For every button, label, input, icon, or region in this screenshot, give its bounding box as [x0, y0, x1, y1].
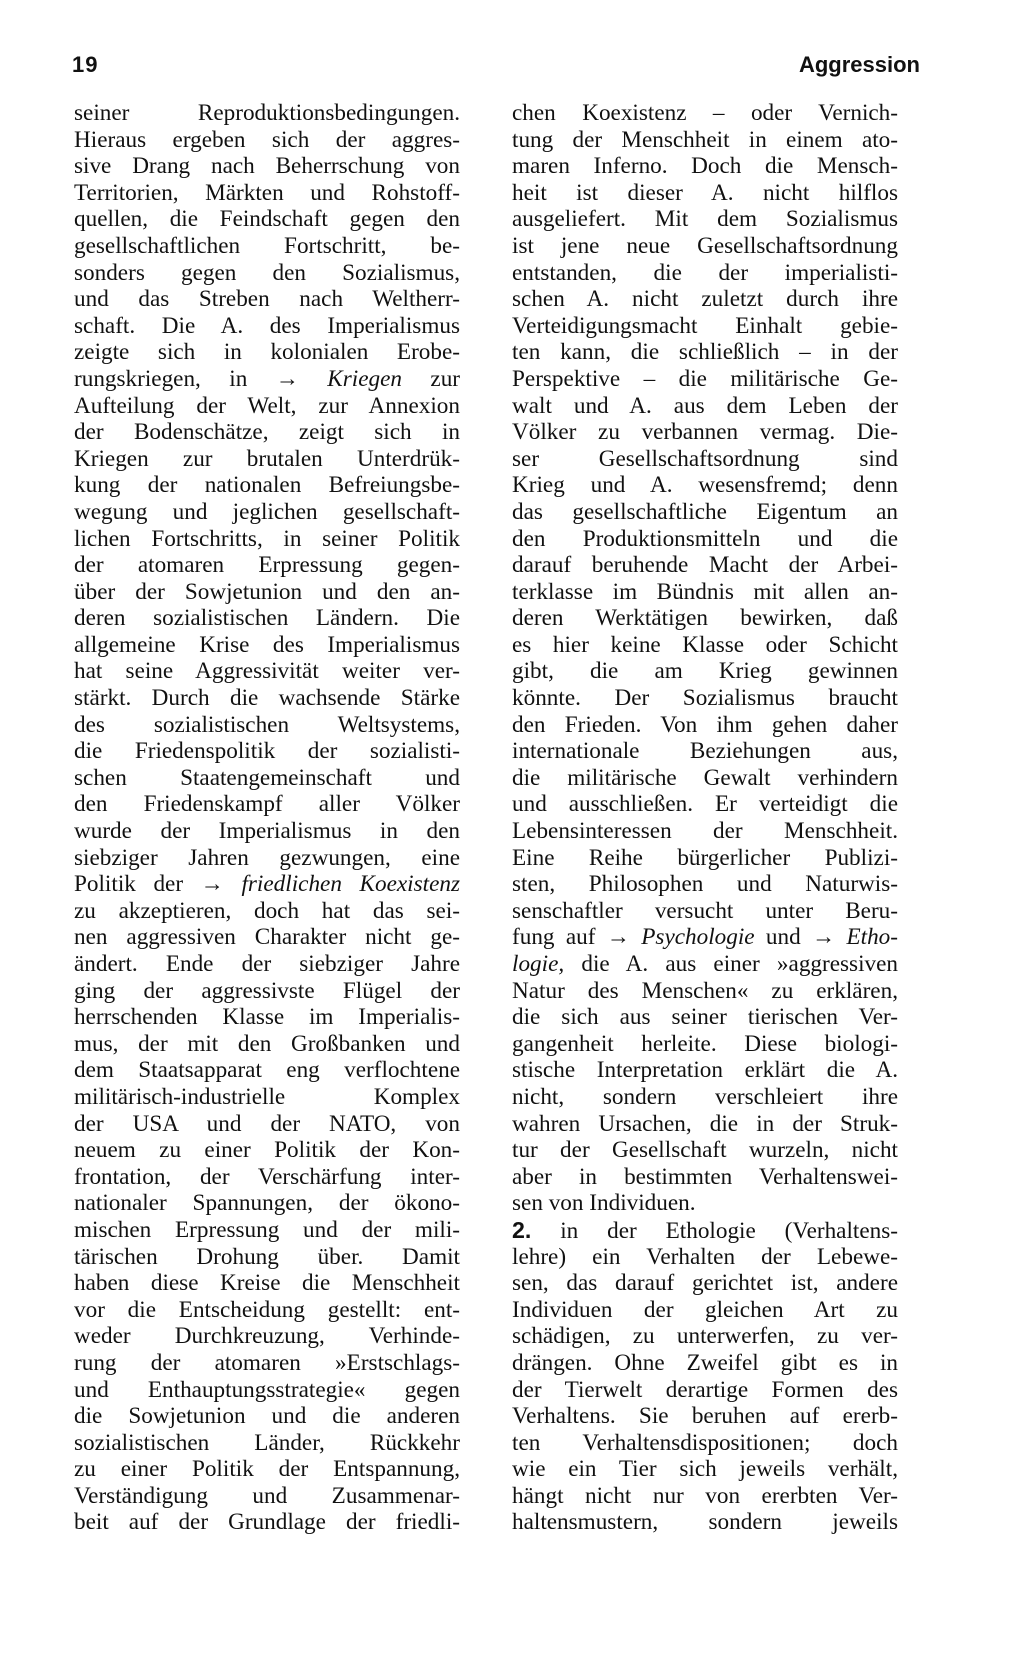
text-line — [512, 605, 898, 632]
text-line — [512, 1111, 898, 1138]
text-run: die Friedenspolitik der sozialisti- — [74, 738, 460, 765]
text-line — [74, 1297, 460, 1324]
text-line — [74, 1483, 460, 1510]
text-run: nen aggressiven Charakter nicht ge- — [74, 924, 460, 951]
text-line — [512, 472, 898, 499]
text-run: kung der nationalen Befreiungsbe- — [74, 472, 460, 499]
text-run: wurde der Imperialismus in den — [74, 818, 460, 845]
text-run: schen Staatengemeinschaft und — [74, 764, 460, 791]
text-run: Lebensinteressen der Menschheit. — [512, 818, 898, 845]
text-line — [74, 1323, 460, 1350]
text-run: über der Sowjetunion und den an- — [74, 578, 460, 605]
text-line — [74, 472, 460, 499]
text-line — [74, 419, 460, 446]
text-line — [74, 1430, 460, 1457]
text-run: lichen Fortschritts, in seiner Politik — [74, 525, 460, 552]
text-line — [512, 1244, 898, 1271]
text-run: tung der Menschheit in einem ato- — [512, 126, 898, 153]
text-line — [74, 632, 460, 659]
text-line — [512, 632, 898, 659]
text-line — [74, 393, 460, 420]
text-run: Natur des Menschen« zu erklären, — [512, 977, 898, 1004]
text-run: schaft. Die A. des Imperialismus — [74, 312, 460, 339]
text-line — [512, 898, 898, 925]
text-line — [74, 1004, 460, 1031]
text-run: deren Werktätigen bewirken, daß — [512, 605, 898, 632]
text-run: gibt, die am Krieg gewinnen — [512, 658, 898, 685]
text-line — [512, 552, 898, 579]
text-run: ser Gesellschaftsordnung sind — [512, 445, 898, 472]
text-run: gesellschaftlichen Fortschritt, be- — [74, 232, 460, 259]
text-run: Verhaltens. Sie beruhen auf ererb- — [512, 1403, 898, 1430]
page-number: 19 — [72, 52, 99, 77]
text-run: terklasse im Bündnis mit allen an- — [512, 578, 898, 605]
text-line — [512, 1509, 898, 1536]
text-run: beit auf der Grundlage der friedli- — [74, 1509, 460, 1536]
text-run: die A. aus einer »aggressiven — [564, 951, 898, 977]
text-line — [512, 1430, 898, 1457]
text-run: zur — [402, 365, 461, 392]
text-run: hat seine Aggressivität weiter ver- — [74, 658, 460, 685]
text-line — [512, 1137, 898, 1164]
text-run: tärischen Drohung über. Damit — [74, 1243, 460, 1270]
text-run: haben diese Kreise die Menschheit — [74, 1270, 460, 1297]
text-line — [74, 526, 460, 553]
text-line — [512, 845, 898, 872]
text-line — [512, 100, 898, 127]
text-line — [512, 951, 898, 978]
text-line — [74, 180, 460, 207]
text-run: das gesellschaftliche Eigentum an — [512, 498, 898, 525]
text-run: deren sozialistischen Ländern. Die — [74, 605, 460, 632]
text-line — [512, 233, 898, 260]
text-run: mus, der mit den Großbanken und — [74, 1030, 460, 1057]
text-line — [512, 1350, 898, 1377]
text-line — [512, 1164, 898, 1191]
text-line — [512, 286, 898, 313]
text-line — [74, 765, 460, 792]
text-line — [74, 738, 460, 765]
text-line — [74, 446, 460, 473]
text-line — [74, 658, 460, 685]
text-line — [74, 100, 460, 127]
text-line — [512, 1377, 898, 1404]
running-head: Aggression — [798, 52, 920, 77]
text-run: sonders gegen den Sozialismus, — [74, 259, 460, 286]
text-line — [74, 552, 460, 579]
text-run: der atomaren Erpressung gegen- — [74, 552, 460, 579]
text-run: walt und A. aus dem Leben der — [512, 392, 898, 419]
text-line — [74, 366, 460, 393]
text-run: sten, Philosophen und Naturwis- — [512, 871, 898, 898]
text-line — [512, 1456, 898, 1483]
text-run: ändert. Ende der siebziger Jahre — [74, 951, 460, 977]
text-run: aber in bestimmten Verhaltenswei- — [512, 1163, 898, 1190]
text-run: Völker zu verbannen vermag. Die- — [512, 419, 898, 446]
text-line — [74, 845, 460, 872]
text-run: Verteidigungsmacht Einhalt gebie- — [512, 312, 898, 339]
text-run: vor die Entscheidung gestellt: ent- — [74, 1296, 460, 1323]
text-run: Verständigung und Zusammenar- — [74, 1482, 460, 1509]
text-line — [512, 712, 898, 739]
text-line — [74, 924, 460, 951]
text-run: quellen, die Feindschaft gegen den — [74, 206, 460, 233]
text-line — [512, 153, 898, 180]
text-line — [74, 951, 460, 978]
text-line — [512, 658, 898, 685]
text-run: ist jene neue Gesellschaftsordnung — [512, 232, 898, 259]
text-line — [74, 1111, 460, 1138]
text-run: darauf beruhende Macht der Arbei- — [512, 552, 898, 579]
text-line — [74, 127, 460, 154]
text-line — [512, 339, 898, 366]
text-run: ten Verhaltensdispositionen; doch — [512, 1429, 898, 1456]
cross-reference-term: Etho- — [846, 924, 898, 951]
text-run: der USA und der NATO, von — [74, 1110, 460, 1137]
text-run: sive Drang nach Beherrschung von — [74, 153, 460, 180]
text-run: Territorien, Märkten und Rohstoff- — [74, 179, 460, 206]
text-line — [74, 1164, 460, 1191]
text-run: sen von Individuen. — [512, 1190, 696, 1217]
text-line — [74, 1377, 460, 1404]
text-run: senschaftler versucht unter Beru- — [512, 897, 898, 924]
text-line — [74, 605, 460, 632]
text-run: schädigen, zu unterwerfen, zu ver- — [512, 1323, 898, 1350]
text-run: drängen. Ohne Zweifel gibt es in — [512, 1349, 898, 1376]
text-line — [512, 1297, 898, 1324]
text-line — [512, 419, 898, 446]
text-line — [512, 366, 898, 393]
text-line — [512, 1217, 898, 1244]
text-line — [512, 180, 898, 207]
text-run: in der Ethologie (Verhaltens- — [531, 1217, 898, 1244]
text-line — [74, 260, 460, 287]
text-run: lehre) ein Verhalten der Lebewe- — [512, 1243, 898, 1270]
text-run: siebziger Jahren gezwungen, eine — [74, 844, 460, 871]
text-run: gangenheit herleite. Diese biologi- — [512, 1030, 898, 1057]
text-line — [512, 765, 898, 792]
text-line — [74, 1350, 460, 1377]
text-line — [74, 1057, 460, 1084]
text-line — [74, 1137, 460, 1164]
text-run: ausgeliefert. Mit dem Sozialismus — [512, 206, 898, 233]
text-run: hängt nicht nur von ererbten Ver- — [512, 1482, 898, 1509]
text-run: frontation, der Verschärfung inter- — [74, 1163, 460, 1190]
text-run: stärkt. Durch die wachsende Stärke — [74, 685, 460, 712]
text-run: Aufteilung der Welt, zur Annexion — [74, 392, 460, 419]
text-run: Eine Reihe bürgerlicher Publizi- — [512, 844, 898, 871]
text-line — [74, 1509, 460, 1536]
text-line — [512, 260, 898, 287]
text-run: rungskriegen, in → — [74, 365, 328, 392]
text-line — [512, 127, 898, 154]
text-run: mischen Erpressung und der mili- — [74, 1216, 460, 1243]
text-line — [74, 1217, 460, 1244]
text-run: fung auf → — [512, 924, 642, 951]
text-line — [512, 1403, 898, 1430]
text-run: den Friedenskampf aller Völker — [74, 791, 460, 818]
text-line — [74, 898, 460, 925]
text-run: internationale Beziehungen aus, — [512, 738, 898, 765]
text-run: seiner Reproduktionsbedingungen. — [74, 100, 460, 126]
text-run: militärisch-industrielle Komplex — [74, 1083, 460, 1110]
text-line — [512, 446, 898, 473]
text-run: herrschenden Klasse im Imperialis- — [74, 1004, 460, 1031]
text-run: Politik der → — [74, 871, 242, 898]
text-run: haltensmustern, sondern jeweils — [512, 1509, 898, 1536]
text-line — [74, 871, 460, 898]
text-run: Krieg und A. wesensfremd; denn — [512, 472, 898, 499]
text-line — [74, 818, 460, 845]
text-column-left — [74, 100, 460, 1536]
text-line — [512, 1004, 898, 1031]
text-run: Kriegen zur brutalen Unterdrük- — [74, 445, 460, 472]
text-line — [74, 339, 460, 366]
text-run: zeigte sich in kolonialen Erobe- — [74, 339, 460, 366]
text-line — [512, 499, 898, 526]
text-run: neuem zu einer Politik der Kon- — [74, 1137, 460, 1164]
text-line — [74, 685, 460, 712]
text-line — [512, 1270, 898, 1297]
cross-reference-term: logie, — [512, 951, 565, 977]
text-run: zu akzeptieren, doch hat das sei- — [74, 897, 460, 924]
text-run: den Produktionsmitteln und die — [512, 525, 898, 552]
text-run: der Tierwelt derartige Formen des — [512, 1376, 898, 1403]
text-line — [74, 1244, 460, 1271]
text-run: dem Staatsapparat eng verflochtene — [74, 1057, 460, 1084]
text-run: nationaler Spannungen, der ökono- — [74, 1190, 460, 1217]
text-run: Perspektive – die militärische Ge- — [512, 365, 898, 392]
text-run: Hieraus ergeben sich der aggres- — [74, 126, 460, 153]
text-line — [74, 1270, 460, 1297]
text-run: sozialistischen Länder, Rückkehr — [74, 1429, 460, 1456]
text-line — [512, 313, 898, 340]
text-line — [512, 206, 898, 233]
text-run: rung der atomaren »Erstschlags- — [74, 1349, 460, 1376]
text-line — [512, 1190, 898, 1217]
text-line — [74, 499, 460, 526]
text-column-right — [512, 100, 898, 1536]
text-run: Individuen der gleichen Art zu — [512, 1296, 898, 1323]
cross-reference-term: Kriegen — [327, 365, 402, 392]
text-run: wahren Ursachen, die in der Struk- — [512, 1110, 898, 1137]
text-run: und das Streben nach Weltherr- — [74, 286, 460, 313]
text-line — [512, 791, 898, 818]
text-run: nicht, sondern verschleiert ihre — [512, 1083, 898, 1110]
text-line — [74, 579, 460, 606]
text-line — [512, 1483, 898, 1510]
text-line — [74, 978, 460, 1005]
page-header — [72, 46, 920, 86]
text-line — [74, 791, 460, 818]
text-run: maren Inferno. Doch die Mensch- — [512, 153, 898, 180]
text-run: der Bodenschätze, zeigt sich in — [74, 419, 460, 446]
text-run: des sozialistischen Weltsystems, — [74, 711, 460, 738]
text-line — [512, 1057, 898, 1084]
text-line — [512, 685, 898, 712]
text-run: allgemeine Krise des Imperialismus — [74, 631, 460, 658]
text-run: weder Durchkreuzung, Verhinde- — [74, 1323, 460, 1350]
text-line — [512, 818, 898, 845]
text-line — [74, 1403, 460, 1430]
text-line — [74, 286, 460, 313]
text-line — [512, 1031, 898, 1058]
text-line — [74, 153, 460, 180]
text-run: wie ein Tier sich jeweils verhält, — [512, 1456, 898, 1483]
text-line — [512, 1323, 898, 1350]
text-line — [74, 313, 460, 340]
text-line — [74, 1190, 460, 1217]
text-run: stische Interpretation erklärt die A. — [512, 1057, 898, 1084]
section-number: 2. — [512, 1216, 532, 1243]
text-run: es hier keine Klasse oder Schicht — [512, 631, 898, 658]
text-run: entstanden, die der imperialisti- — [512, 259, 898, 286]
text-run: heit ist dieser A. nicht hilflos — [512, 179, 898, 206]
text-run: schen A. nicht zuletzt durch ihre — [512, 286, 898, 313]
text-run: sen, das darauf gerichtet ist, andere — [512, 1270, 898, 1297]
text-line — [74, 1456, 460, 1483]
text-run: wegung und jeglichen gesellschaft- — [74, 498, 460, 525]
text-line — [512, 978, 898, 1005]
text-line — [512, 871, 898, 898]
text-line — [74, 233, 460, 260]
text-run: ging der aggressivste Flügel der — [74, 977, 460, 1004]
text-line — [74, 712, 460, 739]
cross-reference-term: Psychologie — [641, 924, 755, 951]
text-run: ten kann, die schließlich – in der — [512, 339, 898, 366]
text-line — [512, 393, 898, 420]
text-run: und ausschließen. Er verteidigt die — [512, 791, 898, 818]
text-run: zu einer Politik der Entspannung, — [74, 1456, 460, 1483]
text-run: die militärische Gewalt verhindern — [512, 764, 898, 791]
text-line — [512, 579, 898, 606]
text-line — [512, 924, 898, 951]
text-run: die Sowjetunion und die anderen — [74, 1403, 460, 1430]
text-run: und Enthauptungsstrategie« gegen — [74, 1376, 460, 1403]
text-line — [74, 1031, 460, 1058]
text-run: chen Koexistenz – oder Vernich- — [512, 100, 898, 126]
text-line — [512, 1084, 898, 1111]
text-line — [512, 738, 898, 765]
text-line — [74, 1084, 460, 1111]
text-run: den Frieden. Von ihm gehen daher — [512, 711, 898, 738]
text-line — [512, 526, 898, 553]
cross-reference-term: friedlichen Koexistenz — [241, 871, 460, 898]
text-line — [74, 206, 460, 233]
text-run: tur der Gesellschaft wurzeln, nicht — [512, 1137, 898, 1164]
text-run: und → — [754, 924, 847, 951]
text-run: die sich aus seiner tierischen Ver- — [512, 1004, 898, 1031]
text-run: könnte. Der Sozialismus braucht — [512, 685, 898, 712]
